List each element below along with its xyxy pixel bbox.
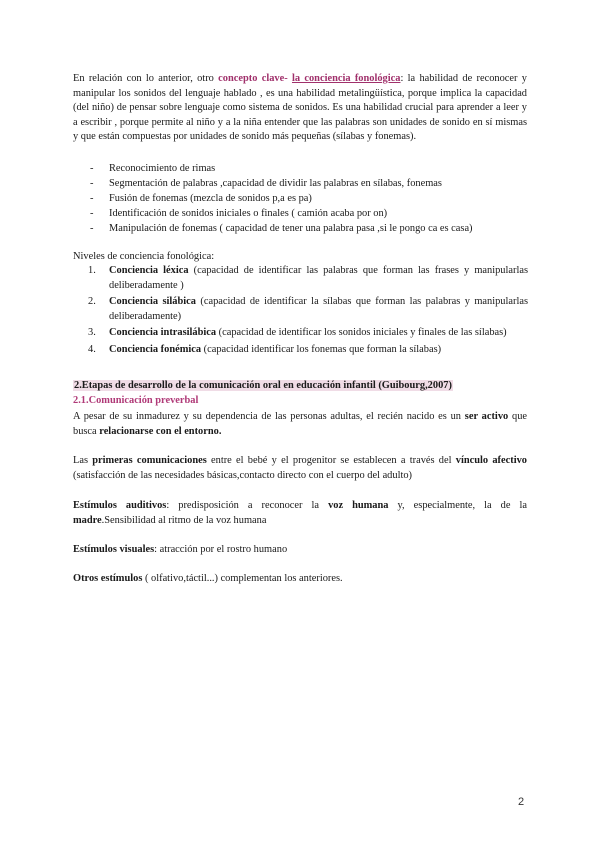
level-term: Conciencia intrasilábica bbox=[109, 327, 217, 339]
list-item: 1. Conciencia léxica (capacidad de identificar las palabras que forman las frases y manipularlas deliberadamente ) bbox=[88, 265, 528, 291]
list-item: 2. Conciencia silábica (capacidad de identificar la sílabas que forman las palabras y manipularlas deliberadamente) bbox=[88, 296, 528, 322]
list-item: 3. Conciencia intrasilábica (capacidad de identificar los sonidos iniciales y finales de las sílabas) bbox=[88, 327, 507, 339]
intro-paragraph bbox=[73, 72, 527, 145]
key-concept-label: concepto clave- bbox=[218, 73, 292, 84]
list-item: - Manipulación de fonemas ( capacidad de tener una palabra pasa ,si le pongo ca es casa) bbox=[90, 221, 530, 236]
intro-rest: : la habilidad de reconocer y manipular los sonidos del lenguaje hablado , es una habilidad metalingüística, porque implica la capacidad (del niño) de pensar sobre lenguaje como sistema de sonidos. Es una habilidad crucial para aprender a leer y a escribir , porque permite al niño y a la niña entender que las palabras son unidades de sonido en sí mismas y que están compuestas por unidades de sonido más pequeñas (sílabas y fonemas). bbox=[73, 73, 527, 143]
paragraph: Estímulos visuales: atracción por el rostro humano bbox=[73, 544, 288, 555]
list-item: - Identificación de sonidos iniciales o finales ( camión acaba por on) bbox=[90, 206, 530, 221]
intro-lead: En relación con lo anterior, otro bbox=[73, 73, 219, 84]
paragraph: Estímulos auditivos: predisposición a reconocer la voz humana y, especialmente, la de la madre.Sensibilidad al ritmo de la voz humana bbox=[73, 500, 528, 526]
list-item: - Fusión de fonemas (mezcla de sonidos p,a es pa) bbox=[90, 191, 530, 206]
paragraph: Las primeras comunicaciones entre el bebé y el progenitor se establecen a través del vínculo afectivo (satisfacción de las necesidades básicas,contacto directo con el cuerpo del adulto) bbox=[73, 455, 527, 481]
level-term: Conciencia fonémica bbox=[109, 343, 202, 355]
level-term: Conciencia silábica bbox=[109, 296, 196, 308]
page-number: 2 bbox=[518, 796, 525, 808]
skills-list bbox=[90, 161, 530, 236]
section-heading: 2.Etapas de desarrollo de la comunicación oral en educación infantil (Guibourg,2007) bbox=[74, 380, 452, 391]
levels-list bbox=[88, 264, 528, 360]
paragraph: Otros estímulos ( olfativo,táctil...) complementan los anteriores. bbox=[73, 573, 343, 584]
paragraph: A pesar de su inmadurez y su dependencia de las personas adultas, el recién nacido es un ser activo que busca relacionarse con el entorno. bbox=[73, 411, 528, 437]
list-item: 4. Conciencia fonémica (capacidad identificar los fonemas que forman la sílabas) bbox=[88, 343, 442, 355]
subsection-heading: 2.1.Comunicación preverbal bbox=[73, 395, 199, 406]
key-concept-term: la conciencia fonológica bbox=[291, 73, 401, 84]
levels-title: Niveles de conciencia fonológica: bbox=[73, 251, 215, 262]
list-item: - Segmentación de palabras ,capacidad de dividir las palabras en sílabas, fonemas bbox=[90, 176, 530, 191]
list-item: - Reconocimiento de rimas bbox=[90, 161, 530, 176]
level-term: Conciencia léxica bbox=[109, 265, 189, 276]
